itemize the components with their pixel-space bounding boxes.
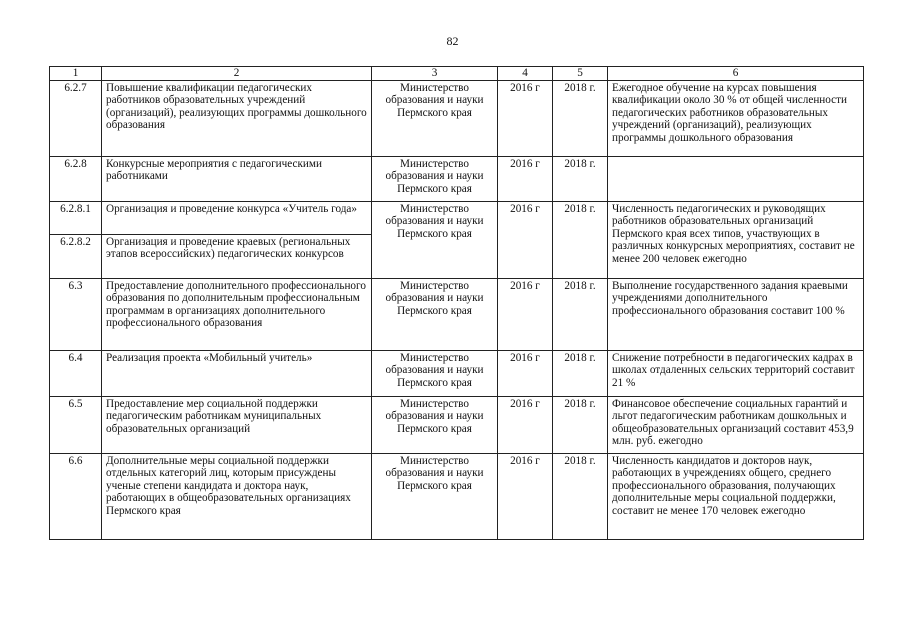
table-row xyxy=(50,80,864,156)
end-year: 2018 г. xyxy=(553,278,608,350)
table-row xyxy=(50,156,864,201)
item-number: 6.2.8 xyxy=(50,156,102,201)
item-number: 6.6 xyxy=(50,453,102,539)
expected-result: Численность педагогических и руководящих работников образовательных организаций Пермского края всех типов, участвующих в различных конкурсных мероприятиях, составит не менее 200 человек ежегодно xyxy=(608,201,864,278)
column-header: 5 xyxy=(553,67,608,81)
start-year: 2016 г xyxy=(498,156,553,201)
activity-title: Повышение квалификации педагогических работников образовательных учреждений (организаций), реализующих программы дошкольного образования xyxy=(102,80,372,156)
end-year: 2018 г. xyxy=(553,80,608,156)
executor-cell: Министерство образования и науки Пермского края xyxy=(372,80,498,156)
activity-title: Организация и проведение конкурса «Учитель года» xyxy=(102,201,372,234)
executor-cell: Министерство образования и науки Пермского края xyxy=(372,350,498,396)
item-number: 6.4 xyxy=(50,350,102,396)
expected-result: Численность кандидатов и докторов наук, работающих в учреждениях общего, среднего профессионального образования, получающих дополнительные меры социальной поддержки, составит не менее 170 человек ежегодно xyxy=(608,453,864,539)
table-row xyxy=(50,350,864,396)
item-number: 6.2.8.1 xyxy=(50,201,102,234)
start-year: 2016 г xyxy=(498,201,553,278)
expected-result: Ежегодное обучение на курсах повышения квалификации около 30 % от общей численности педагогических работников образовательных учреждений (организаций), реализующих программы дошкольного образования xyxy=(608,80,864,156)
column-header: 6 xyxy=(608,67,864,81)
page-number: 82 xyxy=(446,34,459,48)
item-number: 6.2.7 xyxy=(50,80,102,156)
column-header: 2 xyxy=(102,67,372,81)
end-year: 2018 г. xyxy=(553,453,608,539)
start-year: 2016 г xyxy=(498,350,553,396)
item-number: 6.3 xyxy=(50,278,102,350)
expected-result: Снижение потребности в педагогических кадрах в школах отдаленных сельских территорий составит 21 % xyxy=(608,350,864,396)
expected-result: Финансовое обеспечение социальных гарантий и льгот педагогическим работникам дошкольных и общеобразовательных организаций составит 453,9 млн. руб. ежегодно xyxy=(608,396,864,453)
activity-title: Предоставление дополнительного профессионального образования по дополнительным профессиональным программам в организациях дополнительного профессионального образования xyxy=(102,278,372,350)
program-activities-table xyxy=(49,66,864,540)
executor-cell: Министерство образования и науки Пермского края xyxy=(372,453,498,539)
end-year: 2018 г. xyxy=(553,156,608,201)
column-number-row xyxy=(50,67,864,81)
expected-result: Выполнение государственного задания краевыми учреждениями дополнительного профессионального образования составит 100 % xyxy=(608,278,864,350)
start-year: 2016 г xyxy=(498,80,553,156)
item-number: 6.5 xyxy=(50,396,102,453)
executor-cell: Министерство образования и науки Пермского края xyxy=(372,201,498,278)
item-number: 6.2.8.2 xyxy=(50,234,102,278)
expected-result xyxy=(608,156,864,201)
end-year: 2018 г. xyxy=(553,201,608,278)
column-header: 4 xyxy=(498,67,553,81)
start-year: 2016 г xyxy=(498,396,553,453)
table-row xyxy=(50,278,864,350)
activity-title: Конкурсные мероприятия с педагогическими работниками xyxy=(102,156,372,201)
executor-cell: Министерство образования и науки Пермского края xyxy=(372,156,498,201)
executor-cell: Министерство образования и науки Пермского края xyxy=(372,396,498,453)
executor-cell: Министерство образования и науки Пермского края xyxy=(372,278,498,350)
activity-title: Организация и проведение краевых (региональных этапов всероссийских) педагогических конкурсов xyxy=(102,234,372,278)
activity-title: Дополнительные меры социальной поддержки отдельных категорий лиц, которым присуждены ученые степени кандидата и доктора наук, работающих в общеобразовательных организациях Пермского края xyxy=(102,453,372,539)
start-year: 2016 г xyxy=(498,278,553,350)
table-row xyxy=(50,396,864,453)
end-year: 2018 г. xyxy=(553,396,608,453)
start-year: 2016 г xyxy=(498,453,553,539)
activity-title: Предоставление мер социальной поддержки педагогическим работникам муниципальных образовательных организаций xyxy=(102,396,372,453)
table-row xyxy=(50,201,864,234)
activity-title: Реализация проекта «Мобильный учитель» xyxy=(102,350,372,396)
table-row xyxy=(50,453,864,539)
column-header: 3 xyxy=(372,67,498,81)
end-year: 2018 г. xyxy=(553,350,608,396)
column-header: 1 xyxy=(50,67,102,81)
